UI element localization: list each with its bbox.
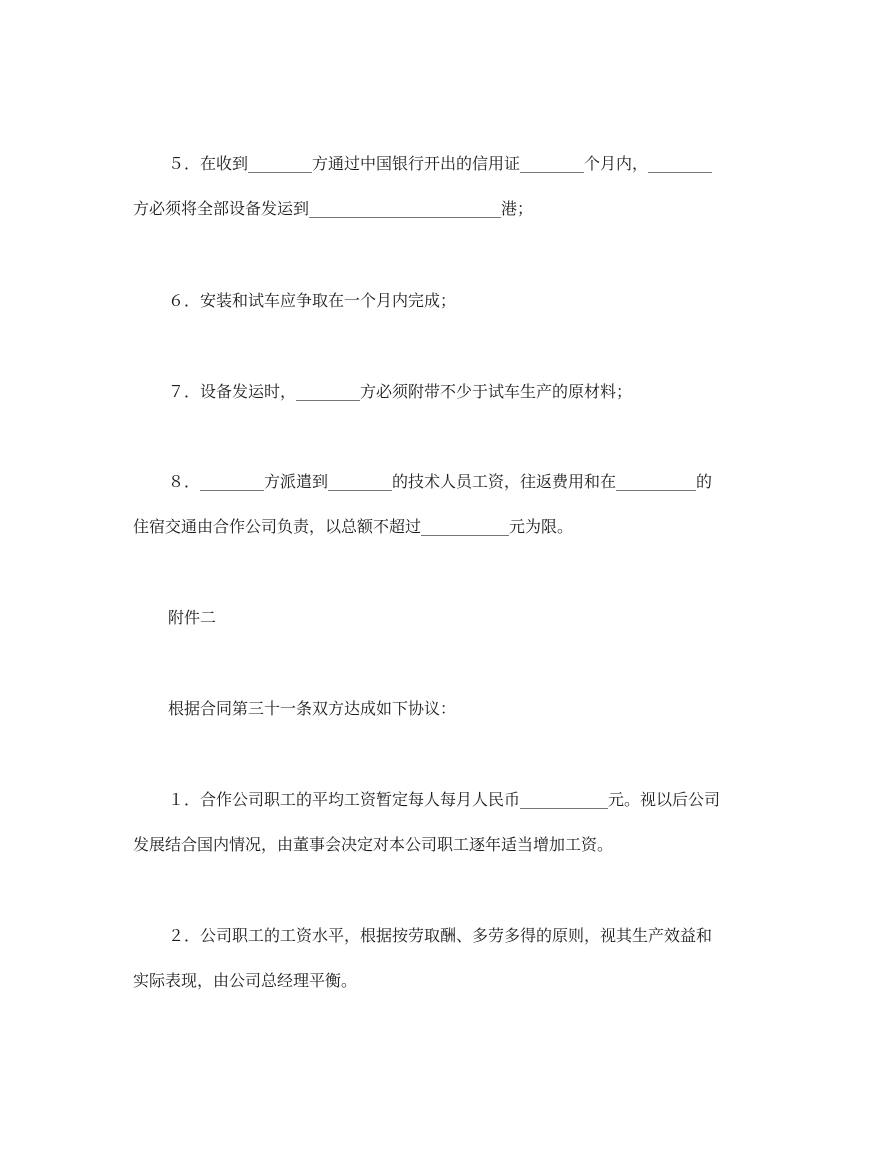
clause-5-line-1: ５．在收到________方通过中国银行开出的信用证________个月内，________ <box>168 154 713 173</box>
appendix-heading: 附件二 <box>168 608 217 627</box>
clause-6: ６．安装和试车应争取在一个月内完成； <box>168 291 457 310</box>
clause-5-line-2: 方必须将全部设备发运到________________________港； <box>133 199 534 218</box>
clause-8-line-2: 住宿交通由合作公司负责，以总额不超过___________元为限。 <box>133 517 574 536</box>
clause-8-line-1: ８．________方派遣到________的技术人员工资，往返费用和在__________的 <box>168 472 713 491</box>
appendix-clause-2-line-2: 实际表现，由公司总经理平衡。 <box>133 971 358 990</box>
appendix-clause-2-line-1: ２．公司职工的工资水平，根据按劳取酬、多劳多得的原则，视其生产效益和 <box>168 926 713 945</box>
appendix-clause-1-line-2: 发展结合国内情况，由董事会决定对本公司职工逐年适当增加工资。 <box>133 835 614 854</box>
appendix-intro: 根据合同第三十一条双方达成如下协议： <box>168 699 457 718</box>
clause-7: ７．设备发运时，________方必须附带不少于试车生产的原材料； <box>168 382 633 401</box>
appendix-clause-1-line-1: １．合作公司职工的平均工资暂定每人每月人民币___________元。视以后公司 <box>168 790 721 809</box>
